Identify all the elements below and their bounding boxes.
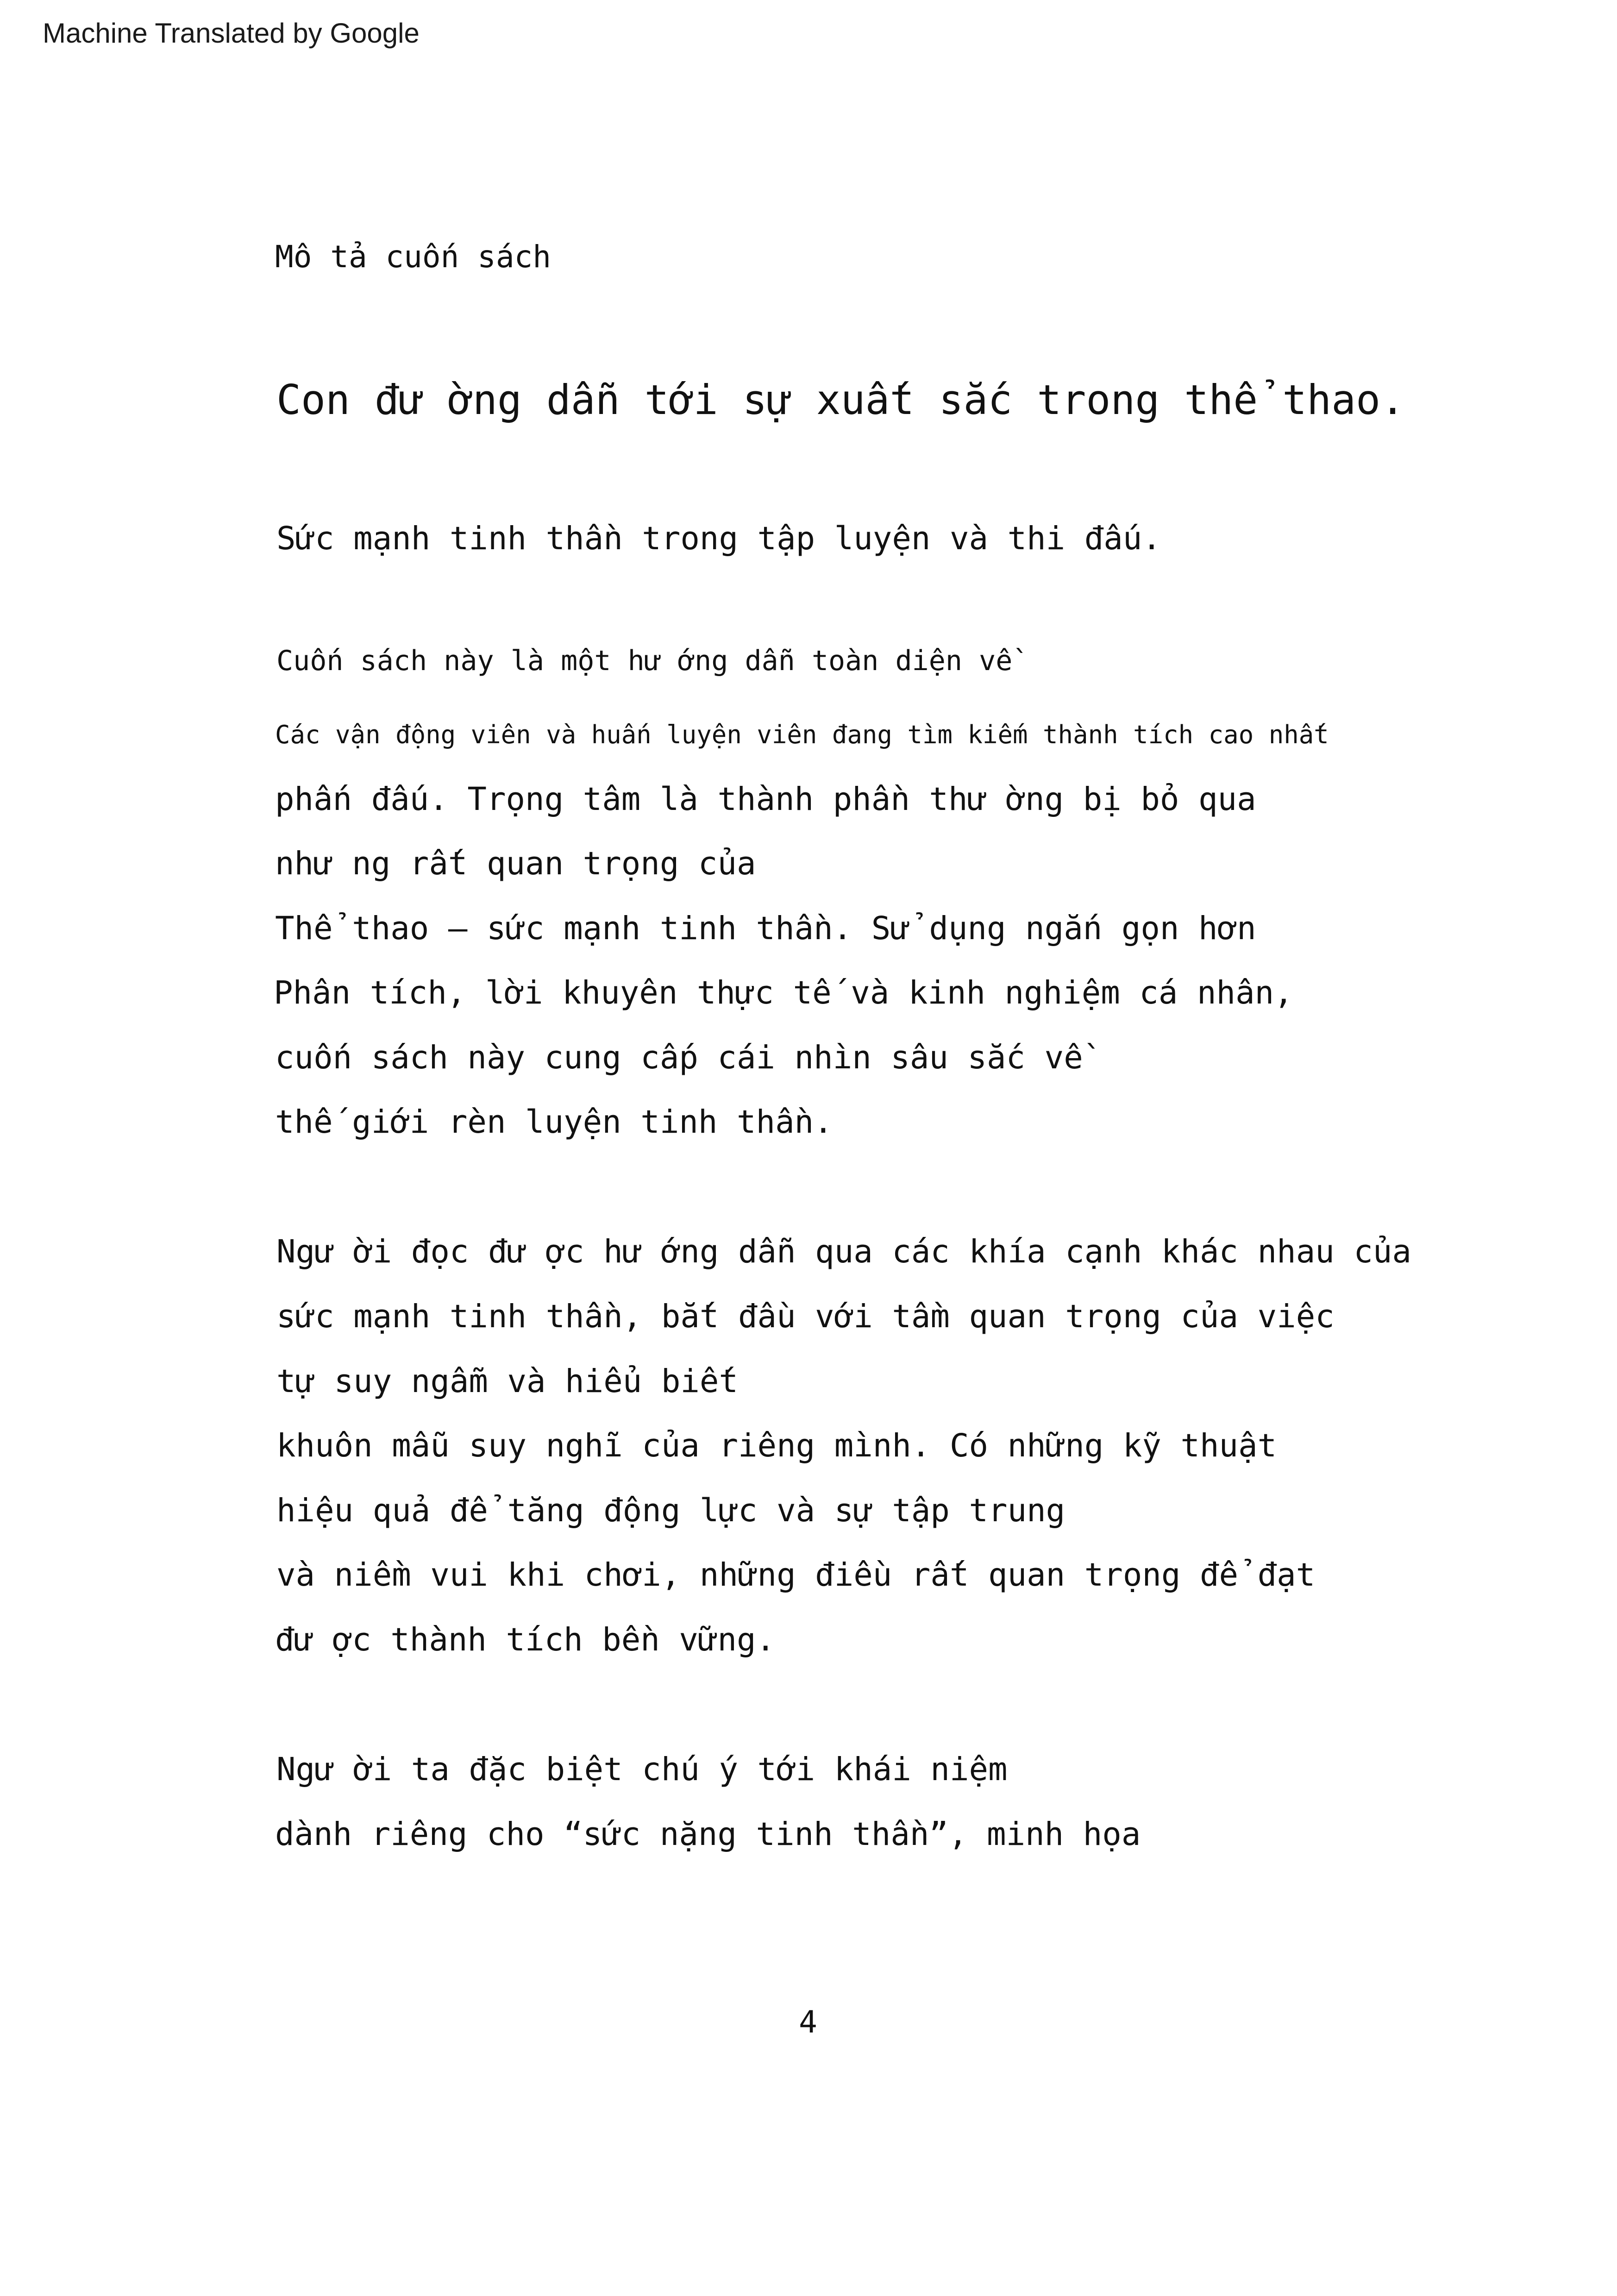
paragraph-1-line: thế giới rèn luyện tinh thần.: [275, 1104, 833, 1141]
page-number: 4: [799, 2004, 817, 2040]
section-label: Mô tả cuốn sách: [275, 239, 552, 275]
paragraph-2-line: sức mạnh tinh thần, bắt đầu với tầm quan trọng của việc: [276, 1298, 1335, 1335]
book-title: Con đư ờng dẫn tới sự xuất sắc trong thể thao.: [276, 376, 1405, 424]
paragraph-1-line: Phân tích, lời khuyên thực tế và kinh nghiệm cá nhân,: [274, 974, 1293, 1011]
book-subtitle: Sức mạnh tinh thần trong tập luyện và thi đấu.: [276, 520, 1161, 557]
paragraph-1-line: Các vận động viên và huấn luyện viên đang tìm kiếm thành tích cao nhất: [275, 720, 1329, 749]
paragraph-1-line: phấn đấu. Trọng tâm là thành phần thư ờng bị bỏ qua: [275, 781, 1256, 818]
paragraph-1-line: Thể thao – sức mạnh tinh thần. Sử dụng ngắn gọn hơn: [275, 910, 1256, 947]
paragraph-2-line: đư ợc thành tích bền vững.: [275, 1621, 776, 1658]
paragraph-2-line: và niềm vui khi chơi, những điều rất quan trọng để đạt: [276, 1556, 1316, 1593]
paragraph-1-line: như ng rất quan trọng của: [275, 845, 756, 882]
paragraph-1-line: Cuốn sách này là một hư ớng dẫn toàn diện về: [276, 645, 1013, 677]
paragraph-2-line: tự suy ngẫm và hiểu biết: [276, 1363, 738, 1400]
paragraph-3-line: dành riêng cho “sức nặng tinh thần”, minh họa: [275, 1816, 1141, 1853]
paragraph-3-line: Ngư ời ta đặc biệt chú ý tới khái niệm: [276, 1751, 1008, 1788]
paragraph-1-line: cuốn sách này cung cấp cái nhìn sâu sắc về: [275, 1039, 1083, 1076]
machine-translated-notice: Machine Translated by Google: [43, 18, 420, 49]
paragraph-2-line: Ngư ời đọc đư ợc hư ớng dẫn qua các khía cạnh khác nhau của: [276, 1233, 1411, 1270]
paragraph-2-line: khuôn mẫu suy nghĩ của riêng mình. Có những kỹ thuật: [276, 1427, 1277, 1464]
paragraph-2-line: hiệu quả để tăng động lực và sự tập trung: [276, 1492, 1065, 1529]
